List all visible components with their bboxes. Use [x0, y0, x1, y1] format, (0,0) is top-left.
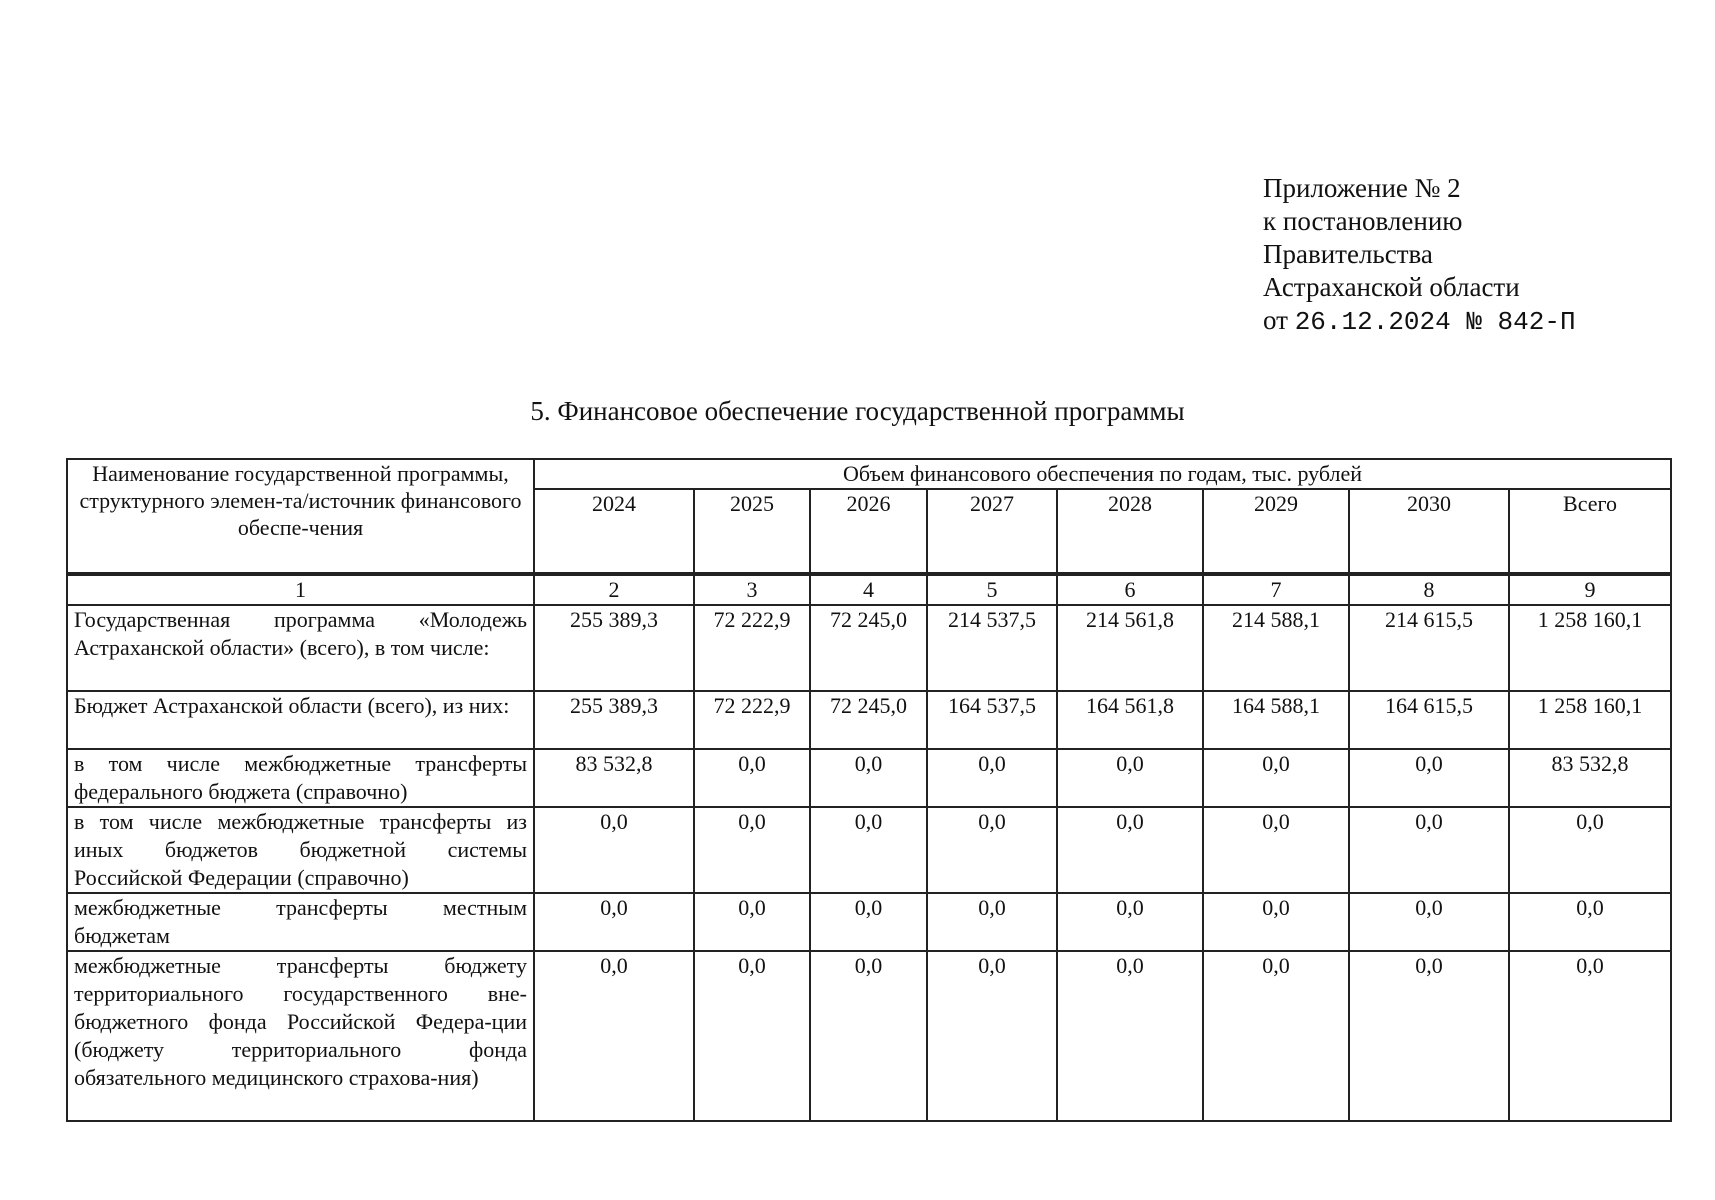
value-cell: 164 561,8 — [1057, 691, 1203, 749]
approval-line: Приложение № 2 — [1263, 173, 1461, 203]
total-cell: 0,0 — [1509, 807, 1671, 893]
row-label: межбюджетные трансферты бюджету территориального государственного вне-бюджетного фонда Российской Федера-ции (бюджету территориального фонда обязательного медицинского страхова-ния) — [67, 951, 534, 1121]
value-cell: 72 245,0 — [810, 605, 927, 691]
year-header: 2024 — [534, 489, 694, 574]
value-cell: 0,0 — [534, 807, 694, 893]
value-cell: 214 561,8 — [1057, 605, 1203, 691]
column-number-row — [67, 574, 1671, 605]
value-cell: 164 615,5 — [1349, 691, 1509, 749]
value-cell: 255 389,3 — [534, 605, 694, 691]
value-cell: 0,0 — [1203, 807, 1349, 893]
value-cell: 214 615,5 — [1349, 605, 1509, 691]
year-header: 2029 — [1203, 489, 1349, 574]
value-cell: 0,0 — [927, 951, 1057, 1121]
row-label: в том числе межбюджетные трансферты из иных бюджетов бюджетной системы Российской Федерации (справочно) — [67, 807, 534, 893]
value-cell: 0,0 — [927, 749, 1057, 807]
value-cell: 72 222,9 — [694, 691, 810, 749]
value-cell: 0,0 — [1057, 807, 1203, 893]
value-cell: 0,0 — [1057, 893, 1203, 951]
header-row — [67, 459, 1671, 489]
value-cell: 0,0 — [1057, 749, 1203, 807]
value-cell: 0,0 — [534, 951, 694, 1121]
approval-date-prefix: от — [1263, 305, 1288, 335]
value-cell: 0,0 — [1057, 951, 1203, 1121]
value-cell: 0,0 — [1349, 807, 1509, 893]
approval-line: Астраханской области — [1263, 272, 1520, 302]
column-number: 1 — [67, 574, 534, 605]
value-cell: 0,0 — [1349, 749, 1509, 807]
value-cell: 0,0 — [810, 807, 927, 893]
column-number: 6 — [1057, 574, 1203, 605]
financing-table — [66, 458, 1672, 1122]
value-cell: 0,0 — [927, 893, 1057, 951]
table-row — [67, 605, 1671, 691]
value-cell: 214 537,5 — [927, 605, 1057, 691]
year-header: 2030 — [1349, 489, 1509, 574]
row-label: межбюджетные трансферты местным бюджетам — [67, 893, 534, 951]
value-cell: 0,0 — [1203, 951, 1349, 1121]
total-cell: 0,0 — [1509, 893, 1671, 951]
approval-date-number: 26.12.2024 № 842-П — [1294, 307, 1576, 337]
table-row — [67, 893, 1671, 951]
value-cell: 0,0 — [694, 893, 810, 951]
total-cell: 1 258 160,1 — [1509, 691, 1671, 749]
section-title: 5. Финансовое обеспечение государственной программы — [530, 396, 1185, 426]
value-cell: 214 588,1 — [1203, 605, 1349, 691]
total-cell: 83 532,8 — [1509, 749, 1671, 807]
value-cell: 83 532,8 — [534, 749, 694, 807]
financing-group-header: Объем финансового обеспечения по годам, тыс. рублей — [534, 459, 1671, 489]
table-row — [67, 749, 1671, 807]
value-cell: 255 389,3 — [534, 691, 694, 749]
approval-block — [1263, 172, 1576, 339]
value-cell: 0,0 — [1203, 749, 1349, 807]
year-header: 2028 — [1057, 489, 1203, 574]
row-label: в том числе межбюджетные трансферты федерального бюджета (справочно) — [67, 749, 534, 807]
value-cell: 0,0 — [694, 749, 810, 807]
row-label: Бюджет Астраханской области (всего), из них: — [67, 691, 534, 749]
name-column-header: Наименование государственной программы, структурного элемен-та/источник финансового обеспе-чения — [67, 459, 534, 574]
column-number: 8 — [1349, 574, 1509, 605]
row-label: Государственная программа «Молодежь Астраханской области» (всего), в том числе: — [67, 605, 534, 691]
approval-line: к постановлению — [1263, 206, 1463, 236]
total-cell: 0,0 — [1509, 951, 1671, 1121]
value-cell: 0,0 — [810, 951, 927, 1121]
value-cell: 0,0 — [694, 807, 810, 893]
year-header: 2026 — [810, 489, 927, 574]
value-cell: 164 588,1 — [1203, 691, 1349, 749]
value-cell: 0,0 — [1203, 893, 1349, 951]
approval-line: Правительства — [1263, 239, 1433, 269]
column-number: 4 — [810, 574, 927, 605]
value-cell: 72 222,9 — [694, 605, 810, 691]
column-number: 5 — [927, 574, 1057, 605]
column-number: 2 — [534, 574, 694, 605]
column-number: 7 — [1203, 574, 1349, 605]
value-cell: 0,0 — [1349, 951, 1509, 1121]
total-header: Всего — [1509, 489, 1671, 574]
approval-date-line — [1263, 304, 1576, 339]
value-cell: 0,0 — [694, 951, 810, 1121]
value-cell: 0,0 — [534, 893, 694, 951]
value-cell: 0,0 — [810, 893, 927, 951]
table-row — [67, 807, 1671, 893]
year-header: 2025 — [694, 489, 810, 574]
value-cell: 0,0 — [927, 807, 1057, 893]
table-row — [67, 691, 1671, 749]
value-cell: 0,0 — [1349, 893, 1509, 951]
column-number: 3 — [694, 574, 810, 605]
year-header: 2027 — [927, 489, 1057, 574]
total-cell: 1 258 160,1 — [1509, 605, 1671, 691]
table-row — [67, 951, 1671, 1121]
column-number: 9 — [1509, 574, 1671, 605]
value-cell: 164 537,5 — [927, 691, 1057, 749]
value-cell: 72 245,0 — [810, 691, 927, 749]
value-cell: 0,0 — [810, 749, 927, 807]
